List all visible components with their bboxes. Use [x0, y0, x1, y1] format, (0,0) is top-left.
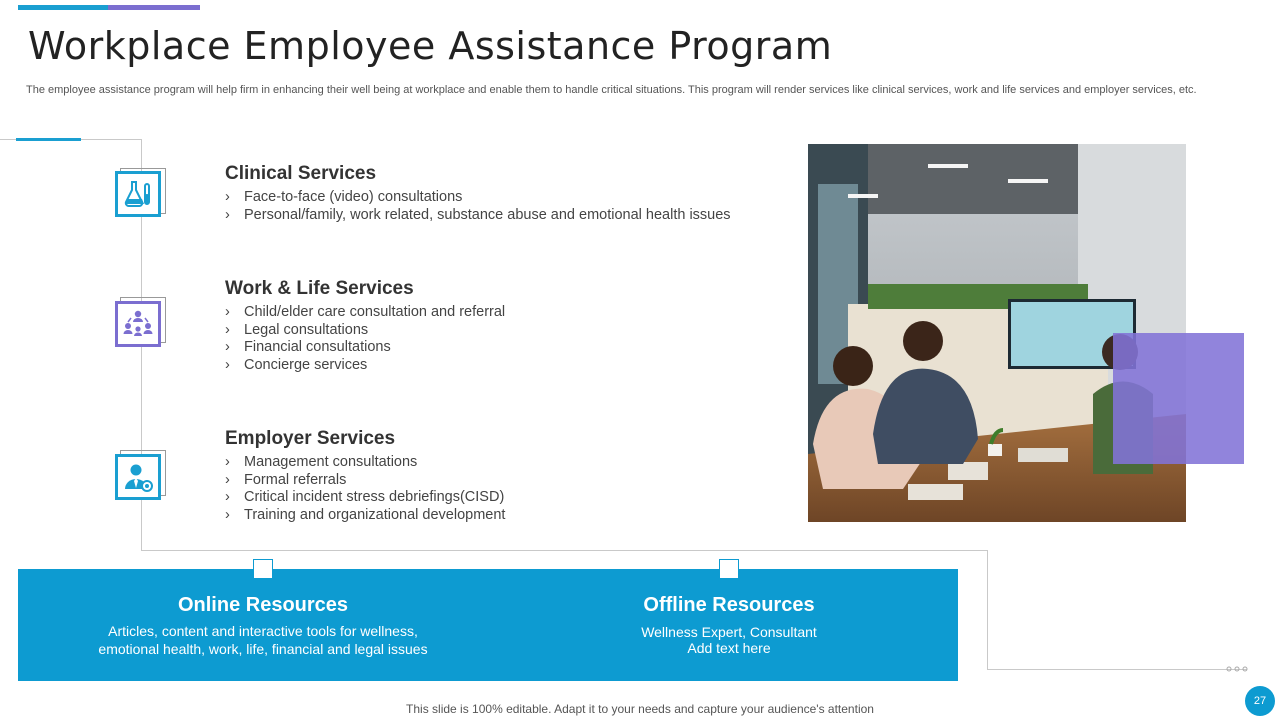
decorative-purple-square: [1113, 333, 1244, 464]
offline-resources-line1: Wellness Expert, Consultant: [641, 624, 817, 640]
page-number-badge: 27: [1245, 686, 1275, 716]
page-title: Workplace Employee Assistance Program: [28, 24, 833, 68]
offline-resources-line2: Add text here: [687, 640, 771, 656]
work-life-services-title: Work & Life Services: [225, 278, 414, 299]
list-item: › Concierge services: [225, 357, 505, 375]
list-item: › Financial consultations: [225, 339, 505, 357]
online-resources-line1: Articles, content and interactive tools for wellness,: [108, 623, 418, 639]
list-item: › Face-to-face (video) consultations: [225, 189, 731, 207]
list-item: › Formal referrals: [225, 472, 505, 490]
work-life-services-list: [225, 304, 505, 374]
list-item: › Child/elder care consultation and referral: [225, 304, 505, 322]
connector-bottom-horizontal: [141, 550, 988, 551]
clinical-services-section: [225, 163, 731, 224]
clinical-services-list: [225, 189, 731, 224]
online-resources-line2: emotional health, work, life, financial and legal issues: [98, 641, 428, 657]
offline-resources-marker: [719, 559, 739, 579]
connector-vertical-right: [987, 550, 988, 670]
offline-resources-title: Offline Resources: [643, 594, 815, 616]
employer-services-title: Employer Services: [225, 428, 396, 449]
list-item: › Training and organizational development: [225, 507, 505, 525]
list-item: › Critical incident stress debriefings(CISD): [225, 489, 505, 507]
lab-flask-icon: [115, 171, 161, 217]
online-resources-marker: [253, 559, 273, 579]
employer-person-icon: [115, 454, 161, 500]
team-network-icon: [115, 301, 161, 347]
employer-services-list: [225, 454, 505, 524]
list-item: › Management consultations: [225, 454, 505, 472]
online-resources-title: Online Resources: [177, 594, 349, 616]
connector-right-horizontal: [987, 669, 1247, 670]
connector-top-accent: [16, 138, 81, 141]
footer-note: This slide is 100% editable. Adapt it to your needs and capture your audience's attention: [406, 702, 874, 716]
list-item: › Personal/family, work related, substance abuse and emotional health issues: [225, 207, 731, 225]
header-accent-bar-purple: [108, 5, 200, 10]
list-item: › Legal consultations: [225, 322, 505, 340]
header-accent-bar-blue: [18, 5, 108, 10]
clinical-services-title: Clinical Services: [225, 163, 377, 184]
page-subtitle: The employee assistance program will help firm in enhancing their well being at workplace and enable them to handle critical situations. This program will render services like clinical services, work and life services and employer services, etc.: [26, 84, 1197, 96]
connector-dots: [1226, 666, 1252, 672]
employer-services-section: [225, 428, 505, 524]
work-life-services-section: [225, 278, 505, 374]
